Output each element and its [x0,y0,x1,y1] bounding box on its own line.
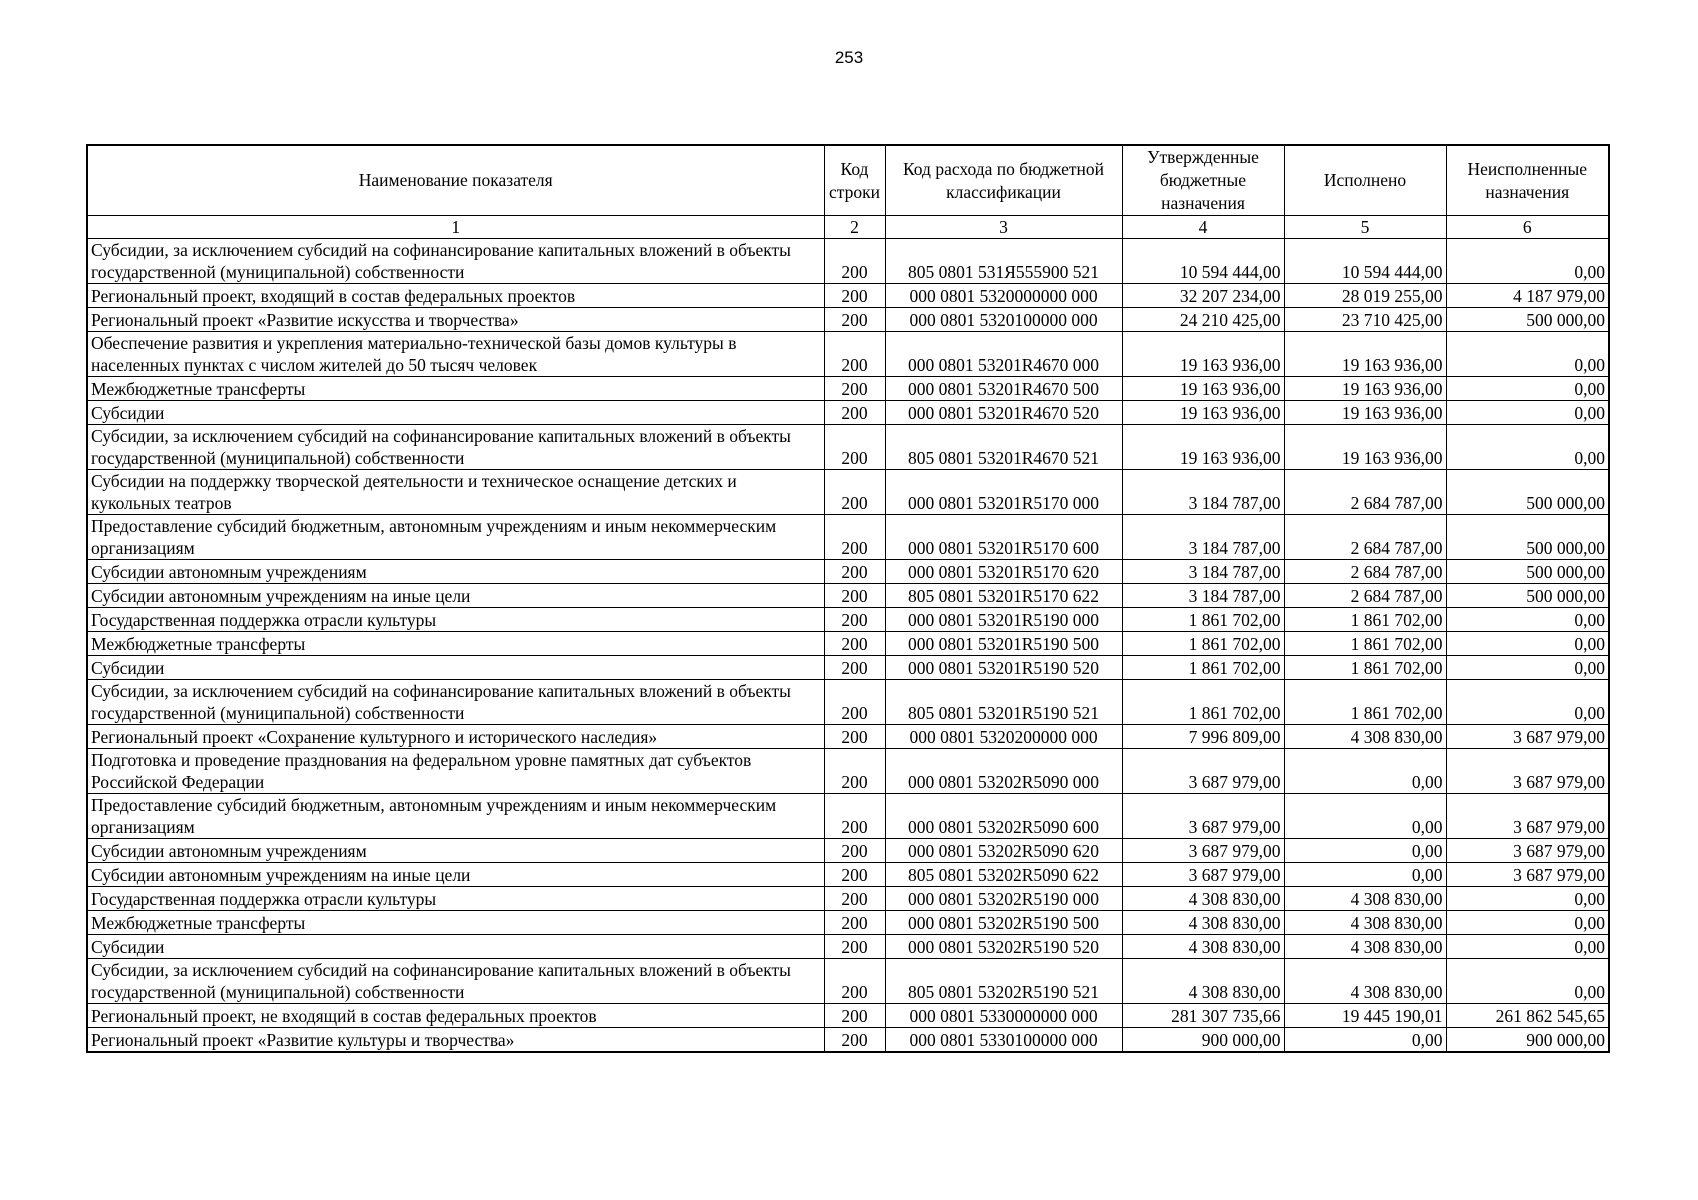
budget-execution-table [86,144,1610,1053]
row-line-code: 200 [824,332,885,377]
row-indicator-name: Государственная поддержка отрасли культуры [87,887,824,911]
row-budget-code: 000 0801 53201R5190 000 [885,608,1122,632]
table-row [87,425,1609,470]
row-line-code: 200 [824,239,885,284]
row-line-code: 200 [824,308,885,332]
row-executed-amount: 4 308 830,00 [1284,935,1446,959]
row-unexecuted-amount: 0,00 [1446,332,1609,377]
row-approved-amount: 900 000,00 [1122,1028,1284,1053]
column-number-row [87,216,1609,239]
row-line-code: 200 [824,515,885,560]
row-indicator-name: Субсидии, за исключением субсидий на софинансирование капитальных вложений в объекты государственной (муниципальной) собственности [87,680,824,725]
row-unexecuted-amount: 0,00 [1446,377,1609,401]
row-unexecuted-amount: 3 687 979,00 [1446,839,1609,863]
row-budget-code: 000 0801 53202R5090 600 [885,794,1122,839]
row-approved-amount: 3 687 979,00 [1122,794,1284,839]
row-budget-code: 000 0801 53202R5090 620 [885,839,1122,863]
row-line-code: 200 [824,656,885,680]
row-executed-amount: 4 308 830,00 [1284,959,1446,1004]
row-approved-amount: 4 308 830,00 [1122,935,1284,959]
row-indicator-name: Предоставление субсидий бюджетным, автономным учреждениям и иным некоммерческим организациям [87,794,824,839]
header-unexecuted-appropriations: Неисполненные назначения [1446,145,1609,216]
table-row [87,632,1609,656]
column-number: 2 [824,216,885,239]
row-unexecuted-amount: 500 000,00 [1446,515,1609,560]
row-line-code: 200 [824,608,885,632]
header-indicator-name: Наименование показателя [87,145,824,216]
row-budget-code: 000 0801 5330000000 000 [885,1004,1122,1028]
row-budget-code: 000 0801 53202R5190 520 [885,935,1122,959]
row-line-code: 200 [824,911,885,935]
table-row [87,515,1609,560]
row-indicator-name: Субсидии, за исключением субсидий на софинансирование капитальных вложений в объекты государственной (муниципальной) собственности [87,425,824,470]
row-approved-amount: 4 308 830,00 [1122,959,1284,1004]
table-row [87,584,1609,608]
header-approved-appropriations: Утвержденные бюджетные назначения [1122,145,1284,216]
column-number: 3 [885,216,1122,239]
row-budget-code: 000 0801 53201R5190 500 [885,632,1122,656]
row-indicator-name: Подготовка и проведение празднования на федеральном уровне памятных дат субъектов Российской Федерации [87,749,824,794]
row-indicator-name: Предоставление субсидий бюджетным, автономным учреждениям и иным некоммерческим организациям [87,515,824,560]
row-indicator-name: Субсидии автономным учреждениям на иные цели [87,863,824,887]
row-line-code: 200 [824,749,885,794]
table-row [87,332,1609,377]
row-line-code: 200 [824,725,885,749]
row-budget-code: 000 0801 5320000000 000 [885,284,1122,308]
row-executed-amount: 0,00 [1284,863,1446,887]
row-line-code: 200 [824,560,885,584]
row-executed-amount: 2 684 787,00 [1284,584,1446,608]
row-approved-amount: 281 307 735,66 [1122,1004,1284,1028]
row-indicator-name: Региональный проект, не входящий в состав федеральных проектов [87,1004,824,1028]
row-unexecuted-amount: 261 862 545,65 [1446,1004,1609,1028]
table-row [87,725,1609,749]
table-row [87,308,1609,332]
row-unexecuted-amount: 0,00 [1446,239,1609,284]
column-number: 4 [1122,216,1284,239]
row-approved-amount: 3 687 979,00 [1122,749,1284,794]
row-executed-amount: 0,00 [1284,794,1446,839]
row-indicator-name: Региональный проект «Развитие культуры и творчества» [87,1028,824,1053]
row-unexecuted-amount: 0,00 [1446,887,1609,911]
table-row [87,680,1609,725]
row-executed-amount: 2 684 787,00 [1284,560,1446,584]
row-unexecuted-amount: 0,00 [1446,680,1609,725]
row-line-code: 200 [824,377,885,401]
row-indicator-name: Обеспечение развития и укрепления материально-технической базы домов культуры в населенных пунктах с числом жителей до 50 тысяч человек [87,332,824,377]
row-budget-code: 000 0801 53201R5170 600 [885,515,1122,560]
row-indicator-name: Субсидии [87,935,824,959]
table-row [87,401,1609,425]
row-budget-code: 805 0801 53202R5090 622 [885,863,1122,887]
row-executed-amount: 1 861 702,00 [1284,680,1446,725]
row-line-code: 200 [824,470,885,515]
row-approved-amount: 32 207 234,00 [1122,284,1284,308]
row-executed-amount: 23 710 425,00 [1284,308,1446,332]
header-executed: Исполнено [1284,145,1446,216]
row-approved-amount: 1 861 702,00 [1122,680,1284,725]
table-row [87,863,1609,887]
row-unexecuted-amount: 500 000,00 [1446,584,1609,608]
row-unexecuted-amount: 4 187 979,00 [1446,284,1609,308]
row-budget-code: 000 0801 53202R5090 000 [885,749,1122,794]
row-executed-amount: 19 163 936,00 [1284,401,1446,425]
row-indicator-name: Субсидии автономным учреждениям [87,839,824,863]
row-unexecuted-amount: 3 687 979,00 [1446,794,1609,839]
row-line-code: 200 [824,887,885,911]
row-unexecuted-amount: 0,00 [1446,935,1609,959]
row-executed-amount: 19 163 936,00 [1284,332,1446,377]
row-line-code: 200 [824,959,885,1004]
row-line-code: 200 [824,284,885,308]
row-approved-amount: 19 163 936,00 [1122,377,1284,401]
table-row [87,608,1609,632]
row-indicator-name: Субсидии на поддержку творческой деятельности и техническое оснащение детских и кукольных театров [87,470,824,515]
row-approved-amount: 3 184 787,00 [1122,584,1284,608]
table-row [87,887,1609,911]
row-approved-amount: 24 210 425,00 [1122,308,1284,332]
row-unexecuted-amount: 0,00 [1446,911,1609,935]
row-unexecuted-amount: 0,00 [1446,632,1609,656]
table-row [87,284,1609,308]
column-number: 1 [87,216,824,239]
row-executed-amount: 28 019 255,00 [1284,284,1446,308]
row-indicator-name: Межбюджетные трансферты [87,632,824,656]
table-row [87,749,1609,794]
row-unexecuted-amount: 0,00 [1446,608,1609,632]
row-unexecuted-amount: 0,00 [1446,425,1609,470]
row-line-code: 200 [824,401,885,425]
table-row [87,239,1609,284]
table-row [87,959,1609,1004]
row-unexecuted-amount: 0,00 [1446,959,1609,1004]
row-executed-amount: 19 163 936,00 [1284,425,1446,470]
row-executed-amount: 19 445 190,01 [1284,1004,1446,1028]
row-budget-code: 000 0801 53201R4670 000 [885,332,1122,377]
row-budget-code: 805 0801 53202R5190 521 [885,959,1122,1004]
table-row [87,377,1609,401]
row-unexecuted-amount: 900 000,00 [1446,1028,1609,1053]
row-unexecuted-amount: 0,00 [1446,656,1609,680]
row-indicator-name: Субсидии, за исключением субсидий на софинансирование капитальных вложений в объекты государственной (муниципальной) собственности [87,959,824,1004]
column-number: 6 [1446,216,1609,239]
row-unexecuted-amount: 0,00 [1446,401,1609,425]
row-line-code: 200 [824,632,885,656]
row-executed-amount: 1 861 702,00 [1284,608,1446,632]
table-row [87,560,1609,584]
row-approved-amount: 4 308 830,00 [1122,887,1284,911]
column-number: 5 [1284,216,1446,239]
row-unexecuted-amount: 500 000,00 [1446,560,1609,584]
row-executed-amount: 2 684 787,00 [1284,515,1446,560]
row-approved-amount: 3 184 787,00 [1122,470,1284,515]
table-row [87,839,1609,863]
header-row [87,145,1609,216]
row-executed-amount: 4 308 830,00 [1284,725,1446,749]
row-executed-amount: 0,00 [1284,1028,1446,1053]
row-budget-code: 000 0801 53201R5170 000 [885,470,1122,515]
row-indicator-name: Региональный проект «Сохранение культурного и исторического наследия» [87,725,824,749]
row-indicator-name: Региональный проект «Развитие искусства и творчества» [87,308,824,332]
row-budget-code: 000 0801 53201R5170 620 [885,560,1122,584]
row-executed-amount: 4 308 830,00 [1284,911,1446,935]
table-row [87,1004,1609,1028]
table-row [87,1028,1609,1053]
row-budget-code: 000 0801 53201R4670 500 [885,377,1122,401]
table-row [87,911,1609,935]
row-unexecuted-amount: 500 000,00 [1446,308,1609,332]
row-line-code: 200 [824,839,885,863]
row-approved-amount: 1 861 702,00 [1122,656,1284,680]
row-unexecuted-amount: 500 000,00 [1446,470,1609,515]
row-indicator-name: Региональный проект, входящий в состав федеральных проектов [87,284,824,308]
row-approved-amount: 19 163 936,00 [1122,425,1284,470]
row-line-code: 200 [824,1028,885,1053]
page-number: 253 [834,48,864,67]
row-unexecuted-amount: 3 687 979,00 [1446,749,1609,794]
row-indicator-name: Межбюджетные трансферты [87,377,824,401]
row-indicator-name: Субсидии автономным учреждениям на иные цели [87,584,824,608]
row-executed-amount: 4 308 830,00 [1284,887,1446,911]
row-budget-code: 000 0801 53201R4670 520 [885,401,1122,425]
row-approved-amount: 10 594 444,00 [1122,239,1284,284]
row-unexecuted-amount: 3 687 979,00 [1446,725,1609,749]
row-executed-amount: 0,00 [1284,749,1446,794]
row-budget-code: 000 0801 53202R5190 000 [885,887,1122,911]
row-indicator-name: Субсидии автономным учреждениям [87,560,824,584]
row-approved-amount: 19 163 936,00 [1122,401,1284,425]
row-approved-amount: 4 308 830,00 [1122,911,1284,935]
row-line-code: 200 [824,680,885,725]
table-row [87,656,1609,680]
row-indicator-name: Субсидии [87,401,824,425]
row-approved-amount: 3 687 979,00 [1122,839,1284,863]
table-row [87,794,1609,839]
table-row [87,935,1609,959]
row-approved-amount: 7 996 809,00 [1122,725,1284,749]
row-line-code: 200 [824,794,885,839]
row-executed-amount: 10 594 444,00 [1284,239,1446,284]
row-executed-amount: 1 861 702,00 [1284,632,1446,656]
row-budget-code: 000 0801 5330100000 000 [885,1028,1122,1053]
row-approved-amount: 1 861 702,00 [1122,632,1284,656]
row-budget-code: 805 0801 53201R4670 521 [885,425,1122,470]
row-budget-code: 000 0801 53201R5190 520 [885,656,1122,680]
row-indicator-name: Межбюджетные трансферты [87,911,824,935]
table-row [87,470,1609,515]
row-line-code: 200 [824,425,885,470]
row-approved-amount: 19 163 936,00 [1122,332,1284,377]
row-budget-code: 000 0801 5320200000 000 [885,725,1122,749]
row-budget-code: 805 0801 53201R5170 622 [885,584,1122,608]
row-budget-code: 805 0801 53201R5190 521 [885,680,1122,725]
row-approved-amount: 3 687 979,00 [1122,863,1284,887]
header-budget-classification-code: Код расхода по бюджетной классификации [885,145,1122,216]
row-budget-code: 805 0801 531Я555900 521 [885,239,1122,284]
row-indicator-name: Субсидии [87,656,824,680]
row-indicator-name: Субсидии, за исключением субсидий на софинансирование капитальных вложений в объекты государственной (муниципальной) собственности [87,239,824,284]
row-unexecuted-amount: 3 687 979,00 [1446,863,1609,887]
row-line-code: 200 [824,935,885,959]
row-approved-amount: 1 861 702,00 [1122,608,1284,632]
row-approved-amount: 3 184 787,00 [1122,560,1284,584]
row-budget-code: 000 0801 53202R5190 500 [885,911,1122,935]
row-executed-amount: 1 861 702,00 [1284,656,1446,680]
row-executed-amount: 19 163 936,00 [1284,377,1446,401]
row-budget-code: 000 0801 5320100000 000 [885,308,1122,332]
row-executed-amount: 2 684 787,00 [1284,470,1446,515]
row-approved-amount: 3 184 787,00 [1122,515,1284,560]
row-indicator-name: Государственная поддержка отрасли культуры [87,608,824,632]
row-line-code: 200 [824,584,885,608]
row-line-code: 200 [824,1004,885,1028]
row-line-code: 200 [824,863,885,887]
header-line-code: Код строки [824,145,885,216]
row-executed-amount: 0,00 [1284,839,1446,863]
